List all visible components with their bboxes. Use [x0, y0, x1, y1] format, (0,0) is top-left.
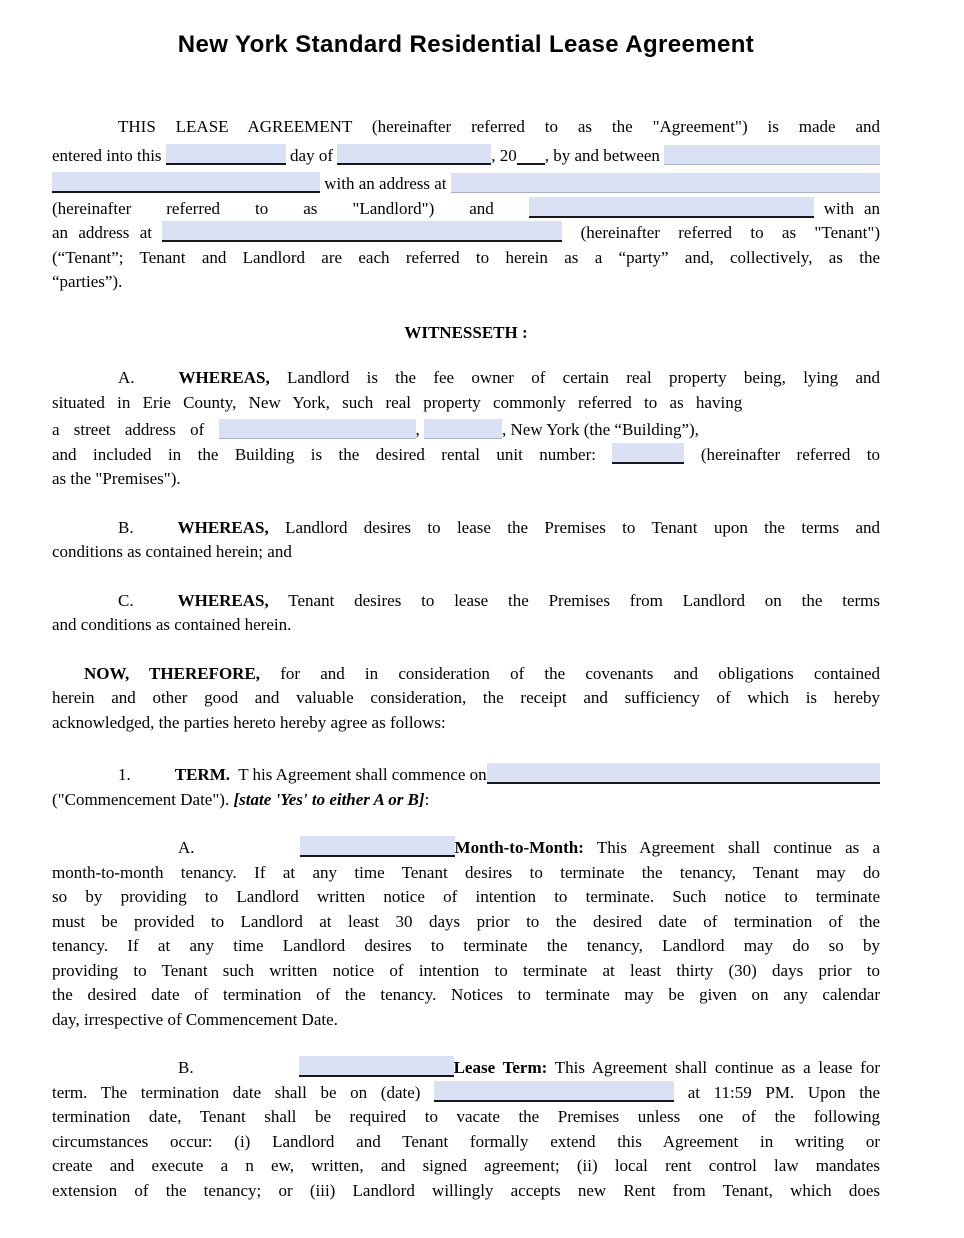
term-line-1	[52, 759, 880, 788]
option-a-paragraph	[52, 836, 880, 1032]
text-run: “parties”).	[52, 272, 123, 291]
intro-paragraph	[52, 115, 880, 295]
month-field[interactable]	[337, 144, 491, 165]
option-a-line-6	[52, 959, 880, 984]
whereas-c-line-2	[52, 613, 880, 638]
option-b-line-1	[52, 1056, 880, 1081]
intro-line-4	[52, 197, 880, 222]
intro-line-3	[52, 168, 880, 197]
unit-number-field[interactable]	[612, 443, 684, 464]
text-run: acknowledged, the parties hereto hereby agree as follows:	[52, 712, 446, 732]
text-run: circumstances occur: (i) Landlord and Tenant formally extend this Agreement in writing or	[52, 1131, 880, 1151]
text-run: ("Commencement Date").	[52, 789, 234, 809]
commencement-date-field[interactable]	[487, 763, 880, 784]
text-run: T his Agreement shall commence on	[230, 765, 487, 784]
intro-line-6	[52, 246, 880, 271]
text-run: termination date, Tenant shall be required to vacate the Premises unless one of the following	[52, 1107, 880, 1126]
term-line-2	[52, 788, 880, 813]
intro-line-7	[52, 270, 880, 295]
bold-run: Month-to-Month:	[454, 838, 584, 857]
whereas-a-line-5	[52, 467, 880, 492]
text-run: :	[424, 789, 430, 809]
landlord-name-field-continued[interactable]	[52, 172, 320, 193]
witnesseth-heading: WITNESSETH :	[404, 322, 528, 342]
whereas-b-line-1	[52, 516, 880, 541]
text-run: THIS LEASE AGREEMENT (hereinafter referred to as the "Agreement") is made and	[118, 117, 880, 136]
bold-italic-run: [state 'Yes' to either A or B]	[233, 789, 425, 809]
text-run: conditions as contained herein; and	[52, 542, 292, 561]
street-address-field[interactable]	[219, 419, 416, 439]
bold-run: WHEREAS,	[178, 368, 270, 387]
whereas-a-paragraph	[52, 366, 880, 492]
option-b-line-4	[52, 1130, 880, 1155]
text-run: , New York (the “Building”),	[502, 420, 699, 439]
term-section	[52, 759, 880, 812]
bold-run: TERM.	[174, 765, 230, 784]
text-run: , 20	[491, 145, 517, 165]
text-run: with an	[813, 198, 880, 218]
text-run: and conditions as contained herein.	[52, 615, 292, 634]
option-b-line-5	[52, 1154, 880, 1179]
text-run: and included in the Building is the desired rental unit number:	[52, 444, 613, 464]
month-to-month-option-field[interactable]	[300, 836, 455, 857]
option-a-line-3	[52, 885, 880, 910]
landlord-name-field[interactable]	[664, 145, 880, 165]
text-run: create and execute a n ew, written, and signed agreement; (ii) local rent control law mandates	[52, 1156, 880, 1175]
city-field[interactable]	[424, 419, 502, 439]
option-b-paragraph	[52, 1056, 880, 1203]
termination-date-field[interactable]	[434, 1081, 674, 1102]
text-run: Tenant desires to lease the Premises from Landlord on the terms	[268, 590, 880, 610]
option-a-line-4	[52, 910, 880, 935]
text-run: as the "Premises").	[52, 469, 181, 488]
option-a-line-7	[52, 983, 880, 1008]
text-run: day, irrespective of Commencement Date.	[52, 1009, 338, 1029]
text-run: Landlord desires to lease the Premises to Tenant upon the terms and	[268, 517, 880, 537]
bold-run: WHEREAS,	[177, 517, 269, 537]
now-therefore-line-2	[52, 686, 880, 711]
section-number: 1.	[118, 765, 131, 784]
text-run: must be provided to Landlord at least 30 days prior to the desired date of termination of the	[52, 911, 880, 931]
clause-label: B.	[118, 517, 134, 537]
whereas-c-paragraph	[52, 589, 880, 638]
whereas-a-line-2	[52, 391, 880, 416]
indent-spacer	[52, 763, 118, 788]
intro-line-1	[52, 115, 880, 140]
text-run: ,	[415, 420, 425, 439]
year-field[interactable]	[517, 144, 545, 165]
bold-run: WHEREAS,	[177, 590, 269, 610]
clause-label: C.	[118, 590, 134, 610]
text-run: (hereinafter referred to	[684, 444, 880, 464]
bold-run: NOW, THEREFORE,	[84, 663, 261, 683]
text-run: at 11:59 PM. Upon the	[674, 1082, 880, 1102]
landlord-address-field[interactable]	[451, 173, 880, 193]
text-run: month-to-month tenancy. If at any time Tenant desires to terminate the tenancy, Tenant may do	[52, 862, 880, 882]
text-run: Landlord is the fee owner of certain real property being, lying and	[269, 368, 880, 387]
text-run: This Agreement shall continue as a	[583, 838, 880, 857]
tenant-address-field[interactable]	[162, 221, 562, 242]
option-a-line-1	[52, 836, 880, 861]
text-run: an address at	[52, 223, 163, 242]
clause-label: A.	[118, 368, 135, 387]
option-a-line-8	[52, 1008, 880, 1033]
whereas-c-line-1	[52, 589, 880, 614]
day-field[interactable]	[166, 144, 286, 165]
text-run: tenancy. If at any time Landlord desires to terminate the tenancy, Landlord may do so by	[52, 936, 880, 955]
text-run: situated in Erie County, New York, such real property commonly referred to as having	[52, 392, 743, 412]
text-run: This Agreement shall continue as a lease for	[547, 1058, 880, 1077]
text-run: (hereinafter referred to as "Tenant")	[562, 223, 880, 242]
option-a-line-2	[52, 861, 880, 886]
whereas-b-paragraph	[52, 516, 880, 565]
text-run: so by providing to Landlord written notice of intention to terminate. Such notice to terminate	[52, 887, 880, 906]
option-a-line-5	[52, 934, 880, 959]
clause-label: A.	[178, 838, 195, 857]
whereas-a-line-4	[52, 443, 880, 468]
option-b-line-6	[52, 1179, 880, 1204]
text-run: entered into this	[52, 145, 166, 165]
intro-line-2	[52, 140, 880, 169]
now-therefore-paragraph	[52, 662, 880, 736]
clause-label: B.	[178, 1058, 194, 1077]
whereas-a-line-1	[52, 366, 880, 391]
text-run: herein and other good and valuable consideration, the receipt and sufficiency of which is hereby	[52, 688, 880, 707]
text-run: , by and between	[544, 145, 665, 165]
text-run: the desired date of termination of the tenancy. Notices to terminate may be given on any calendar	[52, 985, 880, 1004]
intro-line-5	[52, 221, 880, 246]
document-title: New York Standard Residential Lease Agreement	[177, 31, 755, 58]
text-run: (hereinafter referred to as "Landlord") and	[52, 198, 529, 218]
text-run: day of	[285, 145, 338, 165]
now-therefore-line-1	[52, 662, 880, 687]
text-run: (“Tenant”; Tenant and Landlord are each referred to herein as a “party” and, collectively, as the	[52, 247, 880, 267]
now-therefore-line-3	[52, 711, 880, 736]
text-run: a street address of	[52, 420, 219, 439]
whereas-a-line-3	[52, 415, 880, 443]
bold-run: Lease Term:	[453, 1058, 548, 1077]
text-run: extension of the tenancy; or (iii) Landlord willingly accepts new Rent from Tenant, which does	[52, 1180, 880, 1200]
option-b-line-3	[52, 1105, 880, 1130]
tenant-name-field[interactable]	[529, 197, 814, 218]
text-run: term. The termination date shall be on (date)	[52, 1082, 435, 1102]
text-run: for and in consideration of the covenants and obligations contained	[260, 663, 880, 683]
lease-term-option-field[interactable]	[299, 1056, 454, 1077]
option-b-line-2	[52, 1081, 880, 1106]
text-run: with an address at	[320, 174, 451, 193]
text-run: providing to Tenant such written notice of intention to terminate at least thirty (30) days prior to	[52, 960, 880, 980]
whereas-b-line-2	[52, 540, 880, 565]
